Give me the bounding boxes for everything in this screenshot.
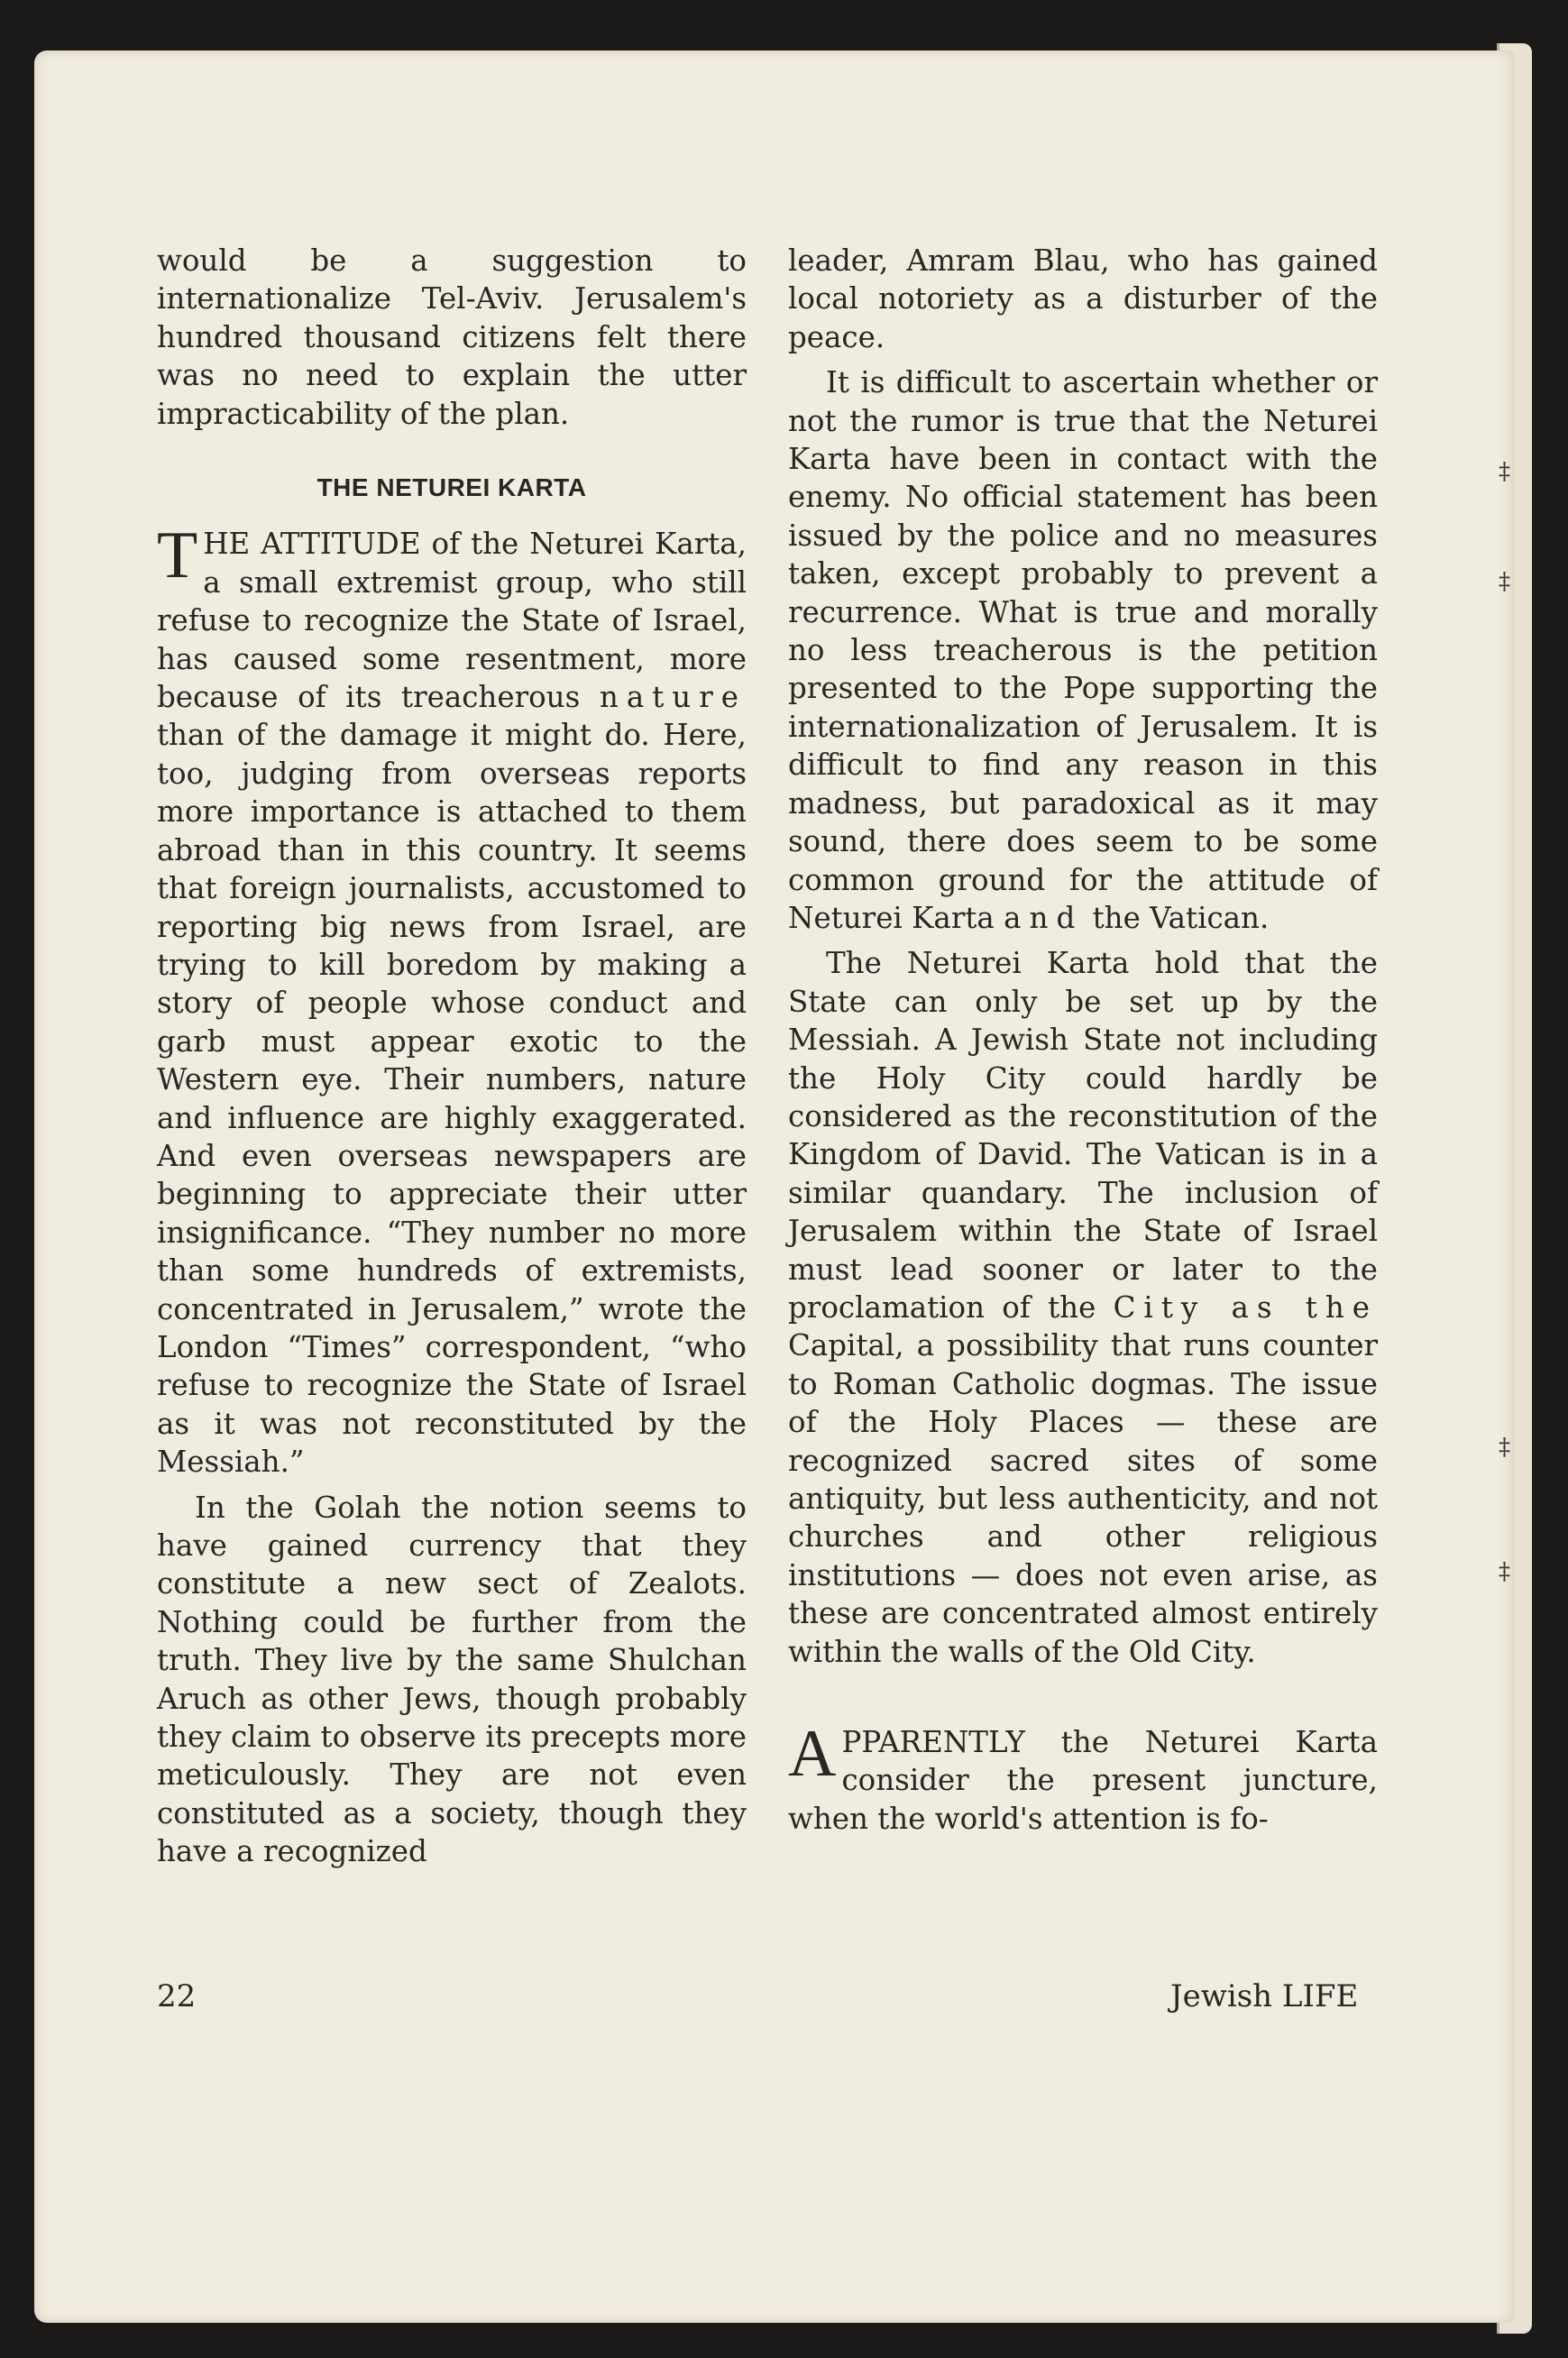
spaced-word: and — [1004, 900, 1084, 935]
magazine-title: Jewish LIFE — [1170, 1978, 1359, 2014]
drop-cap: T — [157, 518, 198, 593]
paragraph: It is difficult to ascertain whether or not the rumor is true that the Neturei Karta have been in contact with the enemy. No official statement has been issued by the police and no measures taken, except probably to prevent a recurrence. What is true and morally no less treacherous is the petition presented to the Pope supporting the internationalization of Jerusalem. It is difficult to find any reason in this madness, but paradoxical as it may sound, there does seem to be some common ground for the attitude of Neturei Karta and the Vatican. — [788, 365, 1378, 935]
margin-mark: ‡ — [1499, 1434, 1510, 1461]
section-heading: THE NETUREI KARTA — [316, 473, 587, 502]
spaced-word: nature — [599, 680, 747, 715]
margin-mark: ‡ — [1499, 1558, 1510, 1585]
margin-mark: ‡ — [1499, 458, 1510, 485]
paragraph: In the Golah the notion seems to have gained currency that they constitute a new sect of Zealots. Nothing could be further from the truth. They live by the same Shulchan Aruch as other Jews, though probably they claim to observe its precepts more meticulously. They are not even constituted as a society, though they have a recognized — [157, 1490, 747, 1869]
paragraph: leader, Amram Blau, who has gained local notoriety as a disturber of the peace. — [788, 243, 1378, 354]
page-number: 22 — [157, 1978, 197, 2014]
paragraph: THE ATTITUDE of the Neturei Karta, a small extremist group, who still refuse to recognize the State of Israel, has caused some resentment, more because of its treacherous nature than of the damage it might do. Here, too, judging from overseas reports more importance is attached to them abroad than in this country. It seems that foreign journalists, accustomed to reporting big news from Israel, are trying to kill boredom by making a story of people whose conduct and garb must appear exotic to the Western eye. Their numbers, nature and influence are highly exaggerated. And even overseas newspapers are beginning to appreciate their utter insignificance. “They number no more than some hundreds of extremists, concentrated in Jerusalem,” wrote the London “Times” correspondent, “who refuse to recognize the State of Israel as it was not reconstituted by the Messiah.” — [157, 518, 747, 1480]
paragraph: The Neturei Karta hold that the State can only be set up by the Messiah. A Jewish State not including the Holy City could hardly be considered as the reconstitution of the Kingdom of David. The Vatican is in a similar quandary. The inclusion of Jerusalem within the State of Israel must lead sooner or later to the proclamation of the City as the Capital, a possibility that runs counter to Roman Catholic dogmas. The issue of the Holy Places — these are recognized sacred sites of some antiquity, but less authenticity, and not churches and other religious institutions — does not even arise, as these are concentrated almost entirely within the walls of the Old City. — [788, 946, 1378, 1669]
paragraph: would be a suggestion to internationalize Tel-Aviv. Jerusalem's hundred thousand citizens felt there was no need to explain the utter impracticability of the plan. — [157, 243, 747, 431]
margin-mark: ‡ — [1499, 568, 1510, 595]
left-column — [157, 242, 747, 1871]
drop-cap: A — [788, 1717, 837, 1792]
right-column — [788, 242, 1378, 1838]
spaced-word: City as the — [1113, 1289, 1378, 1325]
paragraph: APPARENTLY the Neturei Karta consider the present juncture, when the world's attention is fo- — [788, 1717, 1378, 1836]
